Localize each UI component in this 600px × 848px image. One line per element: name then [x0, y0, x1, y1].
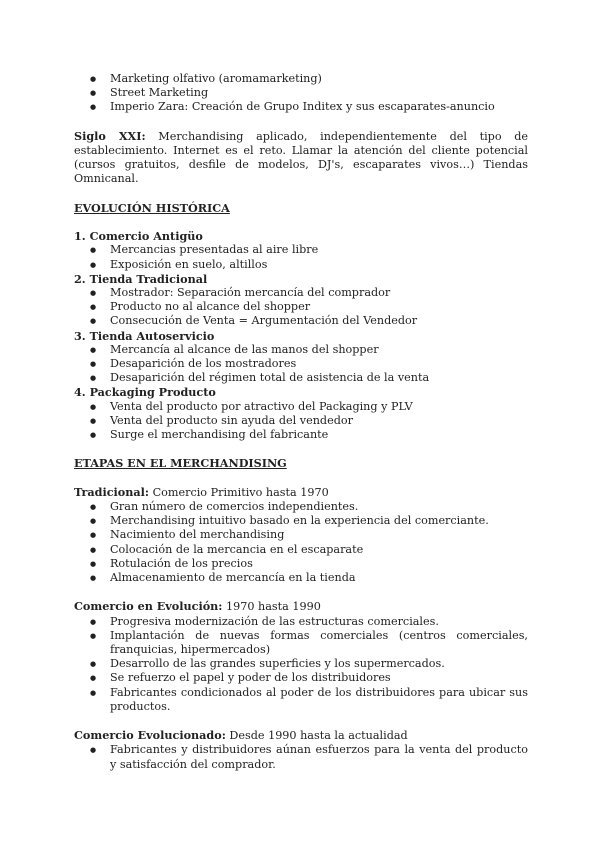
stage-label: Comercio en Evolución: [74, 599, 223, 614]
list-item: ● Desarrollo de las grandes superficies y los supermercados. [110, 657, 528, 671]
list-item: ● Producto no al alcance del shopper [110, 300, 528, 314]
list-item: ● Colocación de la mercancia en el escaparate [110, 543, 528, 557]
stage-heading [74, 728, 528, 743]
evolucion-list [74, 343, 528, 386]
evolucion-list [74, 286, 528, 329]
list-item: ● Surge el merchandising del fabricante [110, 428, 528, 442]
list-item: ● Desaparición del régimen total de asistencia de la venta [110, 371, 528, 385]
evolucion-list [74, 243, 528, 271]
stage-text: 1970 hasta 1990 [222, 600, 321, 614]
stage-text: Desde 1990 hasta la actualidad [225, 729, 408, 743]
stage-label: Comercio Evolucionado: [74, 728, 226, 743]
stage-heading [74, 485, 528, 500]
list-item: ● Desaparición de los mostradores [110, 357, 528, 371]
evolucion-heading: 1. Comercio Antigüo [74, 229, 203, 244]
document-page [74, 72, 528, 772]
list-item: ● Se refuerzo el papel y poder de los distribuidores [110, 671, 528, 685]
siglo-xxi-paragraph [74, 129, 528, 187]
list-item: ● Rotulación de los precios [110, 557, 528, 571]
list-item: ● Merchandising intuitivo basado en la experiencia del comerciante. [110, 514, 528, 528]
list-item: ● Venta del producto sin ayuda del vendedor [110, 414, 528, 428]
list-item: ● Marketing olfativo (aromamarketing) [110, 72, 528, 86]
evolucion-heading: 3. Tienda Autoservicio [74, 328, 215, 343]
stage-label: Tradicional: [74, 484, 150, 499]
list-item: ● Venta del producto por atractivo del Packaging y PLV [110, 400, 528, 414]
list-item: ● Mercancía al alcance de las manos del shopper [110, 343, 528, 357]
list-item: ● Mostrador: Separación mercancía del comprador [110, 286, 528, 300]
list-item: ● Fabricantes condicionados al poder de los distribuidores para ubicar sus productos. [110, 686, 528, 714]
stage-list [74, 500, 528, 585]
evolucion-list [74, 400, 528, 443]
list-item: ● Mercancias presentadas al aire libre [110, 243, 528, 257]
list-item: ● Gran número de comercios independientes. [110, 500, 528, 514]
list-item: ● Fabricantes y distribuidores aúnan esfuerzos para la venta del producto y satisfacción del comprador. [110, 743, 528, 771]
evolucion-heading: 2. Tienda Tradicional [74, 271, 208, 286]
evolucion-heading: 4. Packaging Producto [74, 385, 216, 400]
stage-text: Comercio Primitivo hasta 1970 [149, 485, 329, 499]
list-item: ● Exposición en suelo, altillos [110, 258, 528, 272]
list-item: ● Progresiva modernización de las estructuras comerciales. [110, 615, 528, 629]
stage-heading [74, 599, 528, 614]
stage-list [74, 743, 528, 771]
siglo-xxi-label: Siglo XXI: [74, 128, 146, 143]
etapas-title: ETAPAS EN EL MERCHANDISING [74, 456, 287, 471]
list-item: ● Almacenamiento de mercancía en la tienda [110, 571, 528, 585]
intro-list [74, 72, 528, 115]
evolucion-title: EVOLUCIÓN HISTÓRICA [74, 200, 230, 215]
list-item: ● Implantación de nuevas formas comerciales (centros comerciales, franquicias, hipermercados) [110, 629, 528, 657]
list-item: ● Consecución de Venta = Argumentación del Vendedor [110, 314, 528, 328]
list-item: ● Imperio Zara: Creación de Grupo Inditex y sus escaparates-anuncio [110, 100, 528, 114]
siglo-xxi-text: Merchandising aplicado, independientemente del tipo de establecimiento. Internet es el reto. Llamar la atención del cliente potencial (cursos gratuitos, desfile de modelos, DJ's, escaparates vivos…) Tiendas Omnicanal. [74, 129, 529, 186]
stage-list [74, 615, 528, 714]
list-item: ● Street Marketing [110, 86, 528, 100]
list-item: ● Nacimiento del merchandising [110, 528, 528, 542]
